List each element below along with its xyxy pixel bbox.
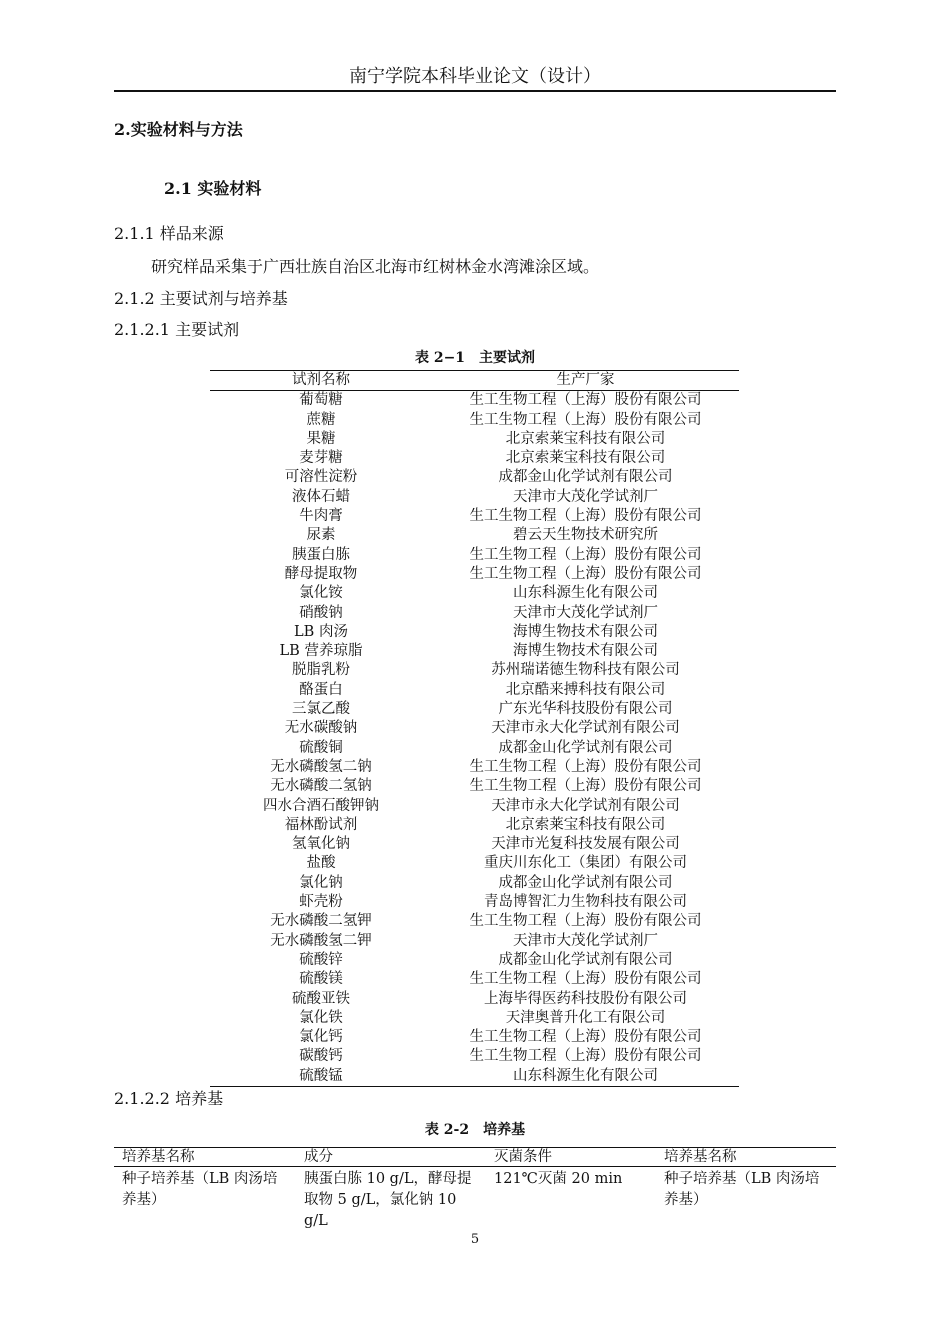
- table-row: [210, 932, 739, 951]
- reagent-name-cell: 液体石蜡: [292, 488, 350, 505]
- table-row: [210, 488, 739, 507]
- table-row: [210, 468, 739, 487]
- manufacturer-cell: 成都金山化学试剂有限公司: [498, 739, 673, 756]
- table-row: [210, 797, 739, 816]
- table1-caption: 表 2−1 主要试剂: [414, 350, 536, 366]
- table-row: [210, 719, 739, 738]
- reagent-name-cell: 无水磷酸氢二钾: [270, 932, 372, 949]
- column-header: 生产厂家: [432, 371, 739, 391]
- table-row: [210, 391, 739, 411]
- table-header-row: [114, 1148, 836, 1167]
- media-table: [114, 1147, 836, 1232]
- table-row: [210, 411, 739, 430]
- reagent-name-cell: 脱脂乳粉: [292, 662, 350, 679]
- table-header-row: [210, 371, 739, 391]
- manufacturer-cell: 成都金山化学试剂有限公司: [498, 951, 673, 968]
- table-row: [210, 681, 739, 700]
- table-row: [210, 700, 739, 719]
- manufacturer-cell: 生工生物工程（上海）股份有限公司: [469, 411, 702, 428]
- reagent-name-cell: 酵母提取物: [284, 565, 358, 582]
- reagent-name-cell: 无水磷酸二氢钠: [270, 778, 372, 795]
- manufacturer-cell: 碧云天生物技术研究所: [513, 527, 658, 544]
- manufacturer-cell: 生工生物工程（上海）股份有限公司: [469, 758, 702, 775]
- table-row: [210, 1028, 739, 1047]
- table-row: [210, 661, 739, 680]
- table-cell: 121℃灭菌 20 min: [494, 1171, 623, 1187]
- table-row: [210, 893, 739, 912]
- reagent-name-cell: 麦芽糖: [299, 450, 343, 467]
- table-row: [210, 951, 739, 970]
- manufacturer-cell: 北京索莱宝科技有限公司: [505, 816, 666, 833]
- reagent-name-cell: 盐酸: [306, 855, 336, 872]
- section-heading: 2.实验材料与方法: [114, 120, 243, 139]
- table-row: [210, 1009, 739, 1028]
- table-row: [210, 816, 739, 835]
- reagent-name-cell: 葡萄糖: [299, 392, 343, 409]
- heading-2-1-1: 2.1.1 样品来源: [114, 224, 224, 243]
- reagent-name-cell: 无水磷酸氢二钠: [270, 758, 372, 775]
- reagent-name-cell: 虾壳粉: [299, 894, 343, 911]
- table-row: [210, 1047, 739, 1066]
- table-row: [210, 777, 739, 796]
- column-header: 试剂名称: [210, 371, 432, 391]
- reagent-name-cell: 硫酸亚铁: [292, 990, 350, 1007]
- manufacturer-cell: 广东光华科技股份有限公司: [498, 701, 673, 718]
- reagent-name-cell: LB 肉汤: [294, 623, 348, 640]
- heading-2-1-2-1: 2.1.2.1 主要试剂: [114, 320, 240, 339]
- table-row: [210, 835, 739, 854]
- table-row: [210, 526, 739, 545]
- table-cell: 胰蛋白胨 10 g/L，酵母提取物 5 g/L，氯化钠 10 g/L: [304, 1171, 472, 1229]
- column-header: 培养基名称: [114, 1148, 296, 1167]
- manufacturer-cell: 成都金山化学试剂有限公司: [498, 874, 673, 891]
- manufacturer-cell: 上海毕得医药科技股份有限公司: [484, 990, 687, 1007]
- manufacturer-cell: 生工生物工程（上海）股份有限公司: [469, 508, 702, 525]
- column-header: 培养基名称: [656, 1148, 836, 1167]
- manufacturer-cell: 生工生物工程（上海）股份有限公司: [469, 1029, 702, 1046]
- reagent-name-cell: 蔗糖: [306, 411, 336, 428]
- manufacturer-cell: 青岛博智汇力生物科技有限公司: [484, 894, 687, 911]
- reagent-name-cell: 无水碳酸钠: [284, 720, 358, 737]
- manufacturer-cell: 重庆川东化工（集团）有限公司: [484, 855, 687, 872]
- reagent-name-cell: 四水合酒石酸钾钠: [263, 797, 379, 814]
- table-row: [210, 739, 739, 758]
- heading-2-1-2: 2.1.2 主要试剂与培养基: [114, 289, 288, 308]
- manufacturer-cell: 北京索莱宝科技有限公司: [505, 430, 666, 447]
- table2-caption: 表 2-2 培养基: [424, 1122, 526, 1138]
- manufacturer-cell: 天津市大茂化学试剂厂: [513, 488, 658, 505]
- running-header: 南宁学院本科毕业论文（设计）: [349, 66, 601, 87]
- reagent-name-cell: 无水磷酸二氢钾: [270, 913, 372, 930]
- table-row: [210, 990, 739, 1009]
- reagent-name-cell: 三氯乙酸: [292, 701, 350, 718]
- table-row: [210, 642, 739, 661]
- manufacturer-cell: 生工生物工程（上海）股份有限公司: [469, 1048, 702, 1065]
- manufacturer-cell: 天津市永大化学试剂有限公司: [491, 797, 680, 814]
- manufacturer-cell: 苏州瑞诺德生物科技有限公司: [491, 662, 680, 679]
- manufacturer-cell: 北京酷来搏科技有限公司: [505, 681, 666, 698]
- reagent-name-cell: 福林酚试剂: [284, 816, 358, 833]
- manufacturer-cell: 天津市大茂化学试剂厂: [513, 932, 658, 949]
- table-row: [210, 430, 739, 449]
- table-cell: 种子培养基（LB 肉汤培养基）: [664, 1171, 820, 1208]
- table-row: [210, 449, 739, 468]
- manufacturer-cell: 生工生物工程（上海）股份有限公司: [469, 778, 702, 795]
- sample-source-text: 研究样品采集于广西壮族自治区北海市红树林金水湾滩涂区域。: [151, 257, 600, 276]
- table-row: [210, 623, 739, 642]
- reagents-table: [210, 370, 739, 1087]
- column-header: 灭菌条件: [486, 1148, 656, 1167]
- manufacturer-cell: 天津奥普升化工有限公司: [505, 1009, 666, 1026]
- manufacturer-cell: 海博生物技术有限公司: [513, 643, 658, 660]
- reagent-name-cell: 硫酸镁: [299, 971, 343, 988]
- table-row: [210, 758, 739, 777]
- reagents-table-body: [210, 391, 739, 1087]
- table-row: [210, 584, 739, 603]
- reagent-name-cell: 硝酸钠: [299, 604, 343, 621]
- reagent-name-cell: 可溶性淀粉: [284, 469, 358, 486]
- table-row: [210, 912, 739, 931]
- manufacturer-cell: 天津市永大化学试剂有限公司: [491, 720, 680, 737]
- reagent-name-cell: 酪蛋白: [299, 681, 343, 698]
- table-row: [210, 507, 739, 526]
- manufacturer-cell: 海博生物技术有限公司: [513, 623, 658, 640]
- reagent-name-cell: 氢氧化钠: [292, 836, 350, 853]
- page-number: 5: [470, 1232, 480, 1247]
- reagent-name-cell: 氯化铵: [299, 585, 343, 602]
- table-row: [114, 1167, 836, 1233]
- table-row: [210, 546, 739, 565]
- reagent-name-cell: 胰蛋白胨: [292, 546, 350, 563]
- table-row: [210, 854, 739, 873]
- table-row: [210, 604, 739, 623]
- manufacturer-cell: 山东科源生化有限公司: [432, 1067, 739, 1087]
- table-row: [210, 565, 739, 584]
- manufacturer-cell: 生工生物工程（上海）股份有限公司: [469, 546, 702, 563]
- column-header: 成分: [296, 1148, 486, 1167]
- reagent-name-cell: 氯化钠: [299, 874, 343, 891]
- reagent-name-cell: 氯化钙: [299, 1029, 343, 1046]
- reagent-name-cell: 果糖: [306, 430, 336, 447]
- reagent-name-cell: 硫酸铜: [299, 739, 343, 756]
- manufacturer-cell: 天津市大茂化学试剂厂: [513, 604, 658, 621]
- manufacturer-cell: 生工生物工程（上海）股份有限公司: [469, 913, 702, 930]
- table-row: [210, 1067, 739, 1087]
- reagent-name-cell: 碳酸钙: [299, 1048, 343, 1065]
- manufacturer-cell: 天津市光复科技发展有限公司: [491, 836, 680, 853]
- subsection-heading: 2.1 实验材料: [164, 179, 262, 198]
- manufacturer-cell: 生工生物工程（上海）股份有限公司: [469, 971, 702, 988]
- manufacturer-cell: 生工生物工程（上海）股份有限公司: [469, 565, 702, 582]
- reagent-name-cell: 硫酸锌: [299, 951, 343, 968]
- manufacturer-cell: 北京索莱宝科技有限公司: [505, 450, 666, 467]
- table-row: [210, 970, 739, 989]
- manufacturer-cell: 山东科源生化有限公司: [513, 585, 658, 602]
- table-cell: 种子培养基（LB 肉汤培养基）: [122, 1171, 278, 1208]
- table-row: [210, 874, 739, 893]
- reagent-name-cell: LB 营养琼脂: [279, 643, 363, 660]
- manufacturer-cell: 成都金山化学试剂有限公司: [498, 469, 673, 486]
- manufacturer-cell: 生工生物工程（上海）股份有限公司: [469, 392, 702, 409]
- reagent-name-cell: 硫酸锰: [210, 1067, 432, 1087]
- header-rule: [114, 90, 836, 92]
- reagent-name-cell: 氯化铁: [299, 1009, 343, 1026]
- reagent-name-cell: 尿素: [306, 527, 336, 544]
- reagent-name-cell: 牛肉膏: [299, 508, 343, 525]
- heading-2-1-2-2: 2.1.2.2 培养基: [114, 1089, 224, 1108]
